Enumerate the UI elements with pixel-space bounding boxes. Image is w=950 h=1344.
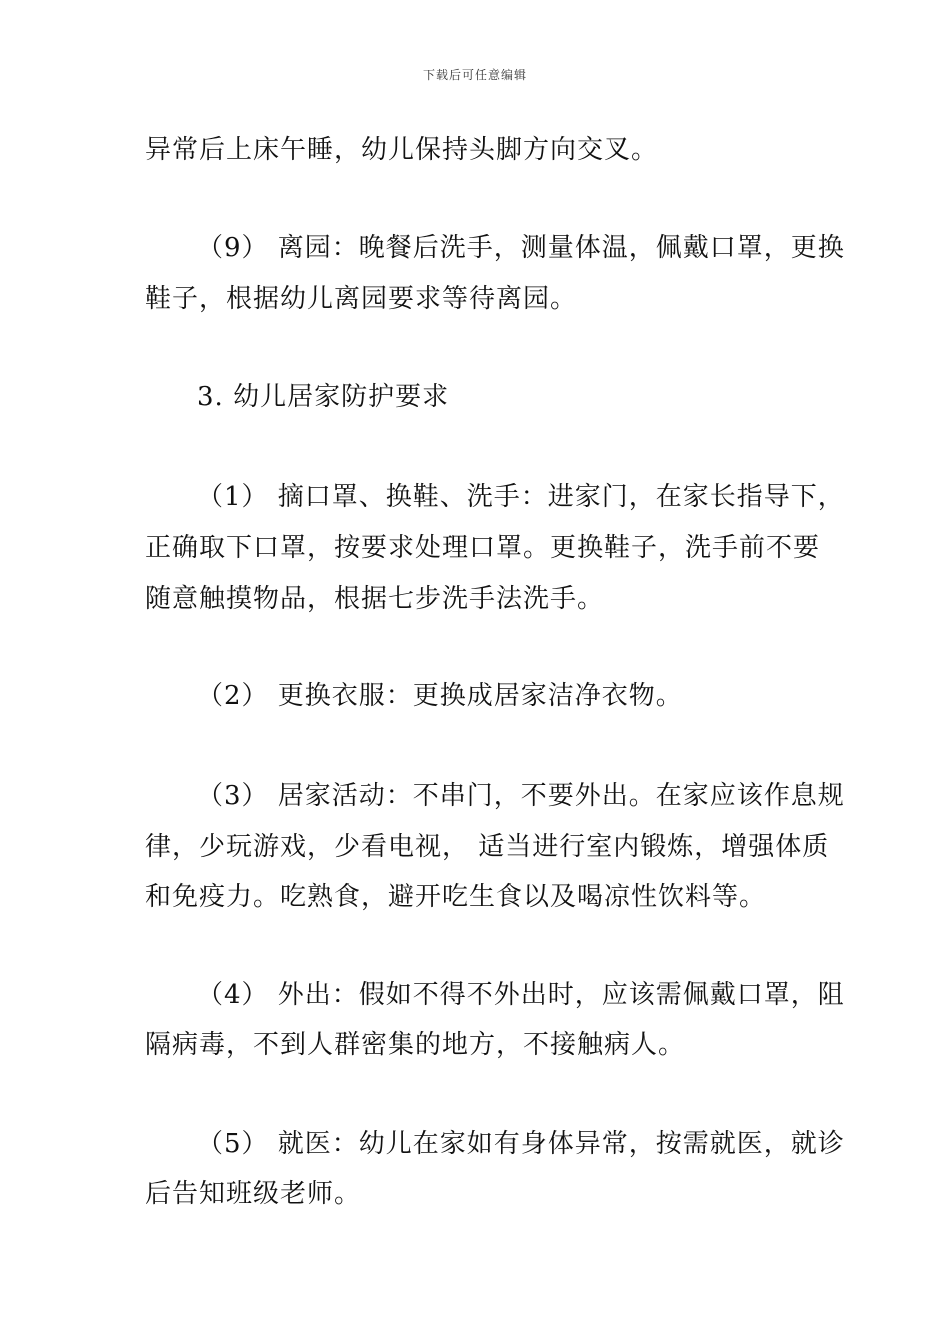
text-line: （2） 更换衣服：更换成居家洁净衣物。 — [197, 681, 683, 711]
text-line: 正确取下口罩，按要求处理口罩。更换鞋子，洗手前不要 — [145, 533, 821, 563]
text-line: 后告知班级老师。 — [145, 1179, 362, 1209]
text-line: （1） 摘口罩、换鞋、洗手：进家门，在家长指导下， — [197, 482, 845, 512]
page-header: 下载后可任意编辑 — [422, 68, 527, 82]
text-line: 和免疫力。吃熟食，避开吃生食以及喝凉性饮料等。 — [145, 882, 767, 912]
text-line: （4） 外出：假如不得不外出时，应该需佩戴口罩，阻 — [197, 980, 845, 1010]
text-line: 异常后上床午睡，幼儿保持头脚方向交叉。 — [145, 135, 659, 165]
text-line: （5） 就医：幼儿在家如有身体异常，按需就医，就诊 — [197, 1129, 845, 1159]
text-line: （3） 居家活动：不串门，不要外出。在家应该作息规 — [197, 781, 845, 811]
text-line: 随意触摸物品，根据七步洗手法洗手。 — [145, 584, 605, 614]
text-line: 隔病毒，不到人群密集的地方，不接触病人。 — [145, 1030, 686, 1060]
text-line: 鞋子，根据幼儿离园要求等待离园。 — [145, 284, 578, 314]
section-title: 3. 幼儿居家防护要求 — [197, 382, 450, 412]
text-line: （9） 离园：晚餐后洗手，测量体温，佩戴口罩，更换 — [197, 233, 845, 263]
text-line: 律，少玩游戏，少看电视， 适当进行室内锻炼，增强体质 — [145, 832, 830, 862]
